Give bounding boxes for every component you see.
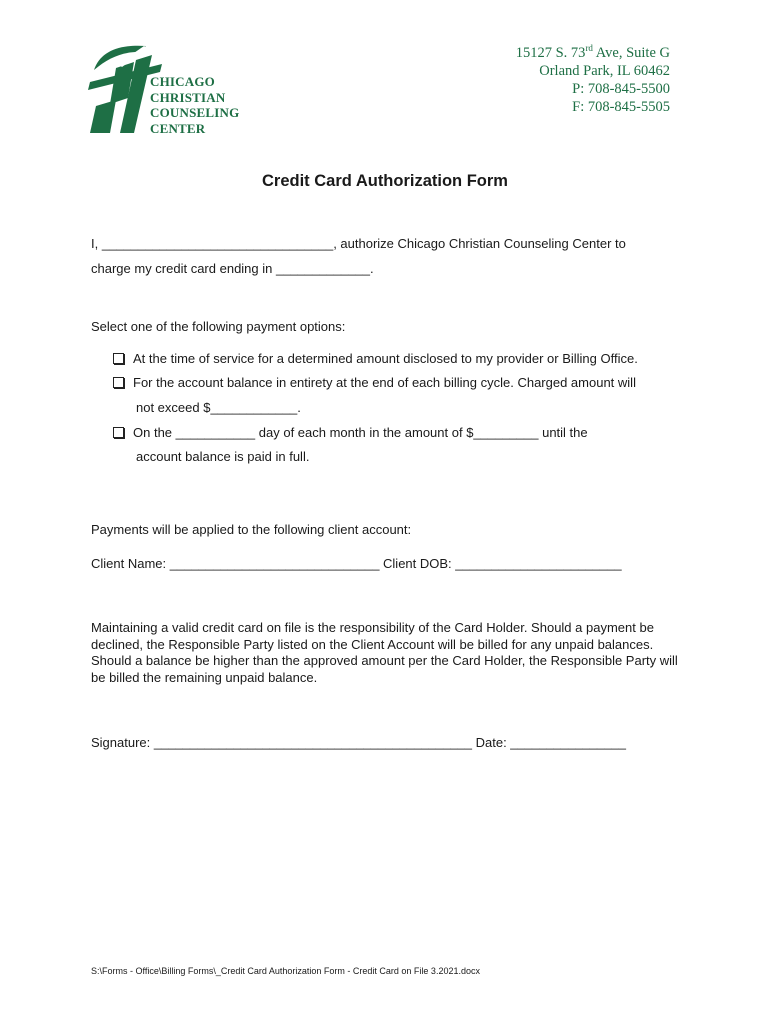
payments-heading: Payments will be applied to the following client account: xyxy=(91,522,412,537)
street-address xyxy=(516,44,670,62)
payment-option-1[interactable] xyxy=(113,351,638,366)
payment-option-3[interactable] xyxy=(113,425,588,440)
intro-line-1: I, ________________________________, authorize Chicago Christian Counseling Center to xyxy=(91,236,626,251)
logo-line: CHRISTIAN xyxy=(150,89,226,105)
option-continuation: account balance is paid in full. xyxy=(136,449,310,464)
checkbox-icon[interactable] xyxy=(113,427,124,438)
fax-line: F: 708-845-5505 xyxy=(572,99,670,115)
signature-line[interactable]: Signature: ____________________________________________ Date: ________________ xyxy=(91,735,626,750)
street-name: Ave, Suite G xyxy=(592,45,670,61)
street-suffix-sup: rd xyxy=(585,43,593,54)
logo-line: CHICAGO xyxy=(150,74,215,89)
contact-address xyxy=(516,44,670,116)
responsibility-notice: Maintaining a valid credit card on file is the responsibility of the Card Holder. Should a payment be declined, the Responsible Party listed on the Client Account will be billed for any unpaid balances. Should a balance be higher than the approved amount per the Card Holder, the Responsible Party will be billed the remaining unpaid balance. xyxy=(91,620,678,685)
city-line: Orland Park, IL 60462 xyxy=(539,63,670,79)
logo-wordmark xyxy=(150,74,239,136)
client-info-line[interactable]: Client Name: _____________________________ Client DOB: _______________________ xyxy=(91,556,622,571)
phone-line: P: 708-845-5500 xyxy=(572,81,670,97)
option-label: At the time of service for a determined amount disclosed to my provider or Billing Office. xyxy=(133,351,638,366)
option-continuation: not exceed $____________. xyxy=(136,400,301,415)
logo-line: CENTER xyxy=(150,120,206,136)
option-label: On the ___________ day of each month in the amount of $_________ until the xyxy=(133,425,588,440)
file-path-footer: S:\Forms - Office\Billing Forms\_Credit Card Authorization Form - Credit Card on File 3.2021.docx xyxy=(91,966,480,976)
street-number: 15127 S. 73 xyxy=(515,45,586,61)
organization-logo xyxy=(88,42,258,137)
option-label: For the account balance in entirety at the end of each billing cycle. Charged amount will xyxy=(133,375,636,390)
intro-line-2: charge my credit card ending in _____________. xyxy=(91,261,374,276)
checkbox-icon[interactable] xyxy=(113,377,124,388)
logo-line: COUNSELING xyxy=(150,105,240,120)
checkbox-icon[interactable] xyxy=(113,353,124,364)
options-heading: Select one of the following payment options: xyxy=(91,319,346,334)
form-title: Credit Card Authorization Form xyxy=(262,172,508,190)
payment-option-2[interactable] xyxy=(113,375,636,390)
